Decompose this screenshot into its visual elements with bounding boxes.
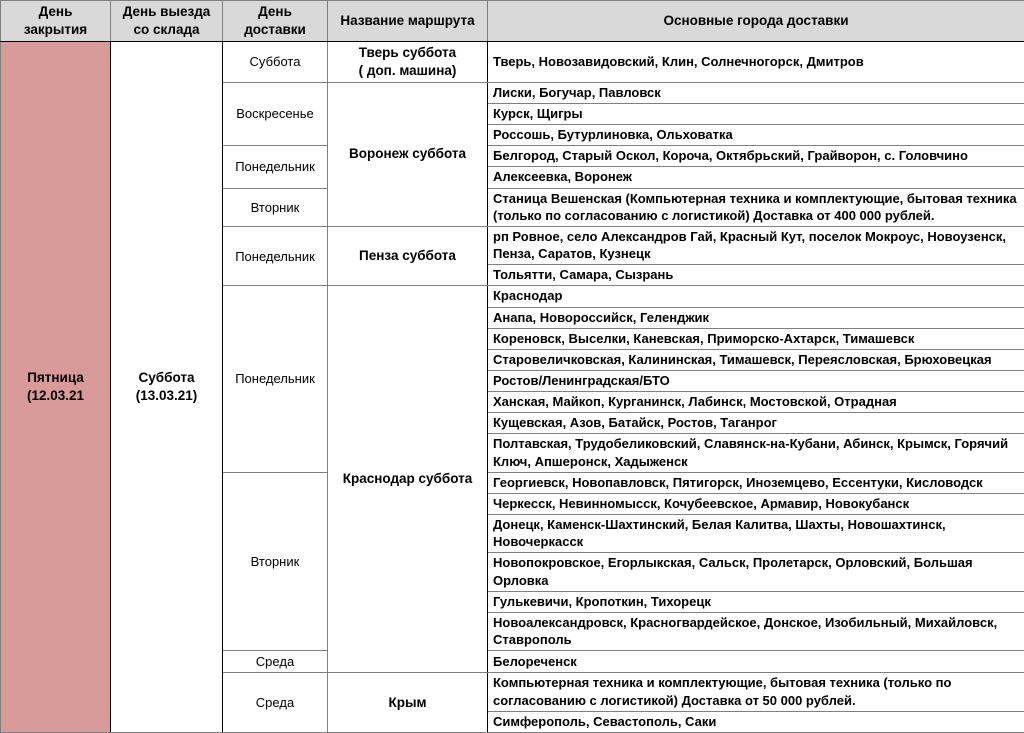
cities-cell: Белгород, Старый Оскол, Короча, Октябрьский, Грайворон, с. Головчино	[488, 146, 1024, 167]
cities-cell: Кореновск, Выселки, Каневская, Приморско-Ахтарск, Тимашевск	[488, 328, 1024, 349]
route-name-cell: Тверь суббота ( доп. машина)	[328, 41, 488, 82]
cities-cell: Лиски, Богучар, Павловск	[488, 82, 1024, 103]
route-name-cell: Пенза суббота	[328, 226, 488, 285]
header-row	[1, 1, 1024, 42]
departure-day-cell: Суббота (13.03.21)	[111, 41, 223, 732]
cities-cell: Курск, Щигры	[488, 103, 1024, 124]
delivery-day-cell: Понедельник	[223, 226, 328, 285]
delivery-day-cell: Среда	[223, 651, 328, 673]
delivery-day-cell: Вторник	[223, 188, 328, 226]
route-name-cell: Крым	[328, 673, 488, 732]
cities-cell: Симферополь, Севастополь, Саки	[488, 711, 1024, 732]
cities-cell: Станица Вешенская (Компьютерная техника и комплектующие, бытовая техника (только по согласованию с логистикой) Доставка от 400 000 рублей.	[488, 188, 1024, 226]
cities-cell: Анапа, Новороссийск, Геленджик	[488, 307, 1024, 328]
cities-cell: Ханская, Майкоп, Курганинск, Лабинск, Мостовской, Отрадная	[488, 392, 1024, 413]
cities-cell: Ростов/Ленинградская/БТО	[488, 371, 1024, 392]
cities-cell: Георгиевск, Новопавловск, Пятигорск, Иноземцево, Ессентуки, Кисловодск	[488, 472, 1024, 493]
cities-cell: Гулькевичи, Кропоткин, Тихорецк	[488, 591, 1024, 612]
header-route-name: Название маршрута	[328, 1, 488, 42]
cities-cell: Новопокровское, Егорлыкская, Сальск, Пролетарск, Орловский, Большая Орловка	[488, 553, 1024, 591]
delivery-day-cell: Вторник	[223, 472, 328, 650]
header-close-day: День закрытия	[1, 1, 111, 42]
delivery-day-cell: Понедельник	[223, 146, 328, 188]
cities-cell: Краснодар	[488, 286, 1024, 307]
route-name-cell: Краснодар суббота	[328, 286, 488, 673]
table-header	[1, 1, 1024, 42]
header-cities: Основные города доставки	[488, 1, 1024, 42]
close-day-cell: Пятница (12.03.21	[1, 41, 111, 732]
cities-cell: Россошь, Бутурлиновка, Ольховатка	[488, 125, 1024, 146]
cities-cell: Старовеличковская, Калининская, Тимашевск, Переясловская, Брюховецкая	[488, 349, 1024, 370]
cities-cell: Белореченск	[488, 651, 1024, 673]
route-name-cell: Воронеж суббота	[328, 82, 488, 226]
cities-cell: Тверь, Новозавидовский, Клин, Солнечногорск, Дмитров	[488, 41, 1024, 82]
cities-cell: Алексеевка, Воронеж	[488, 167, 1024, 188]
header-depart-day: День выезда со склада	[111, 1, 223, 42]
header-delivery-day: День доставки	[223, 1, 328, 42]
cities-cell: Донецк, Каменск-Шахтинский, Белая Калитва, Шахты, Новошахтинск, Новочеркасск	[488, 515, 1024, 553]
cities-cell: Черкесск, Невинномысск, Кочубеевское, Армавир, Новокубанск	[488, 493, 1024, 514]
table-row	[1, 41, 1024, 82]
delivery-day-cell: Суббота	[223, 41, 328, 82]
cities-cell: Полтавская, Трудобеликовский, Славянск-на-Кубани, Абинск, Крымск, Горячий Ключ, Апшеронск, Хадыженск	[488, 434, 1024, 472]
delivery-day-cell: Среда	[223, 673, 328, 732]
table-body	[1, 41, 1024, 732]
cities-cell: Кущевская, Азов, Батайск, Ростов, Таганрог	[488, 413, 1024, 434]
delivery-day-cell: Воскресенье	[223, 82, 328, 145]
cities-cell: Тольятти, Самара, Сызрань	[488, 265, 1024, 286]
cities-cell: рп Ровное, село Александров Гай, Красный Кут, поселок Мокроус, Новоузенск, Пенза, Саратов, Кузнецк	[488, 226, 1024, 264]
cities-cell: Новоалександровск, Красногвардейское, Донское, Изобильный, Михайловск, Ставрополь	[488, 612, 1024, 650]
delivery-day-cell: Понедельник	[223, 286, 328, 472]
cities-cell: Компьютерная техника и комплектующие, бытовая техника (только по согласованию с логистикой) Доставка от 50 000 рублей.	[488, 673, 1024, 711]
